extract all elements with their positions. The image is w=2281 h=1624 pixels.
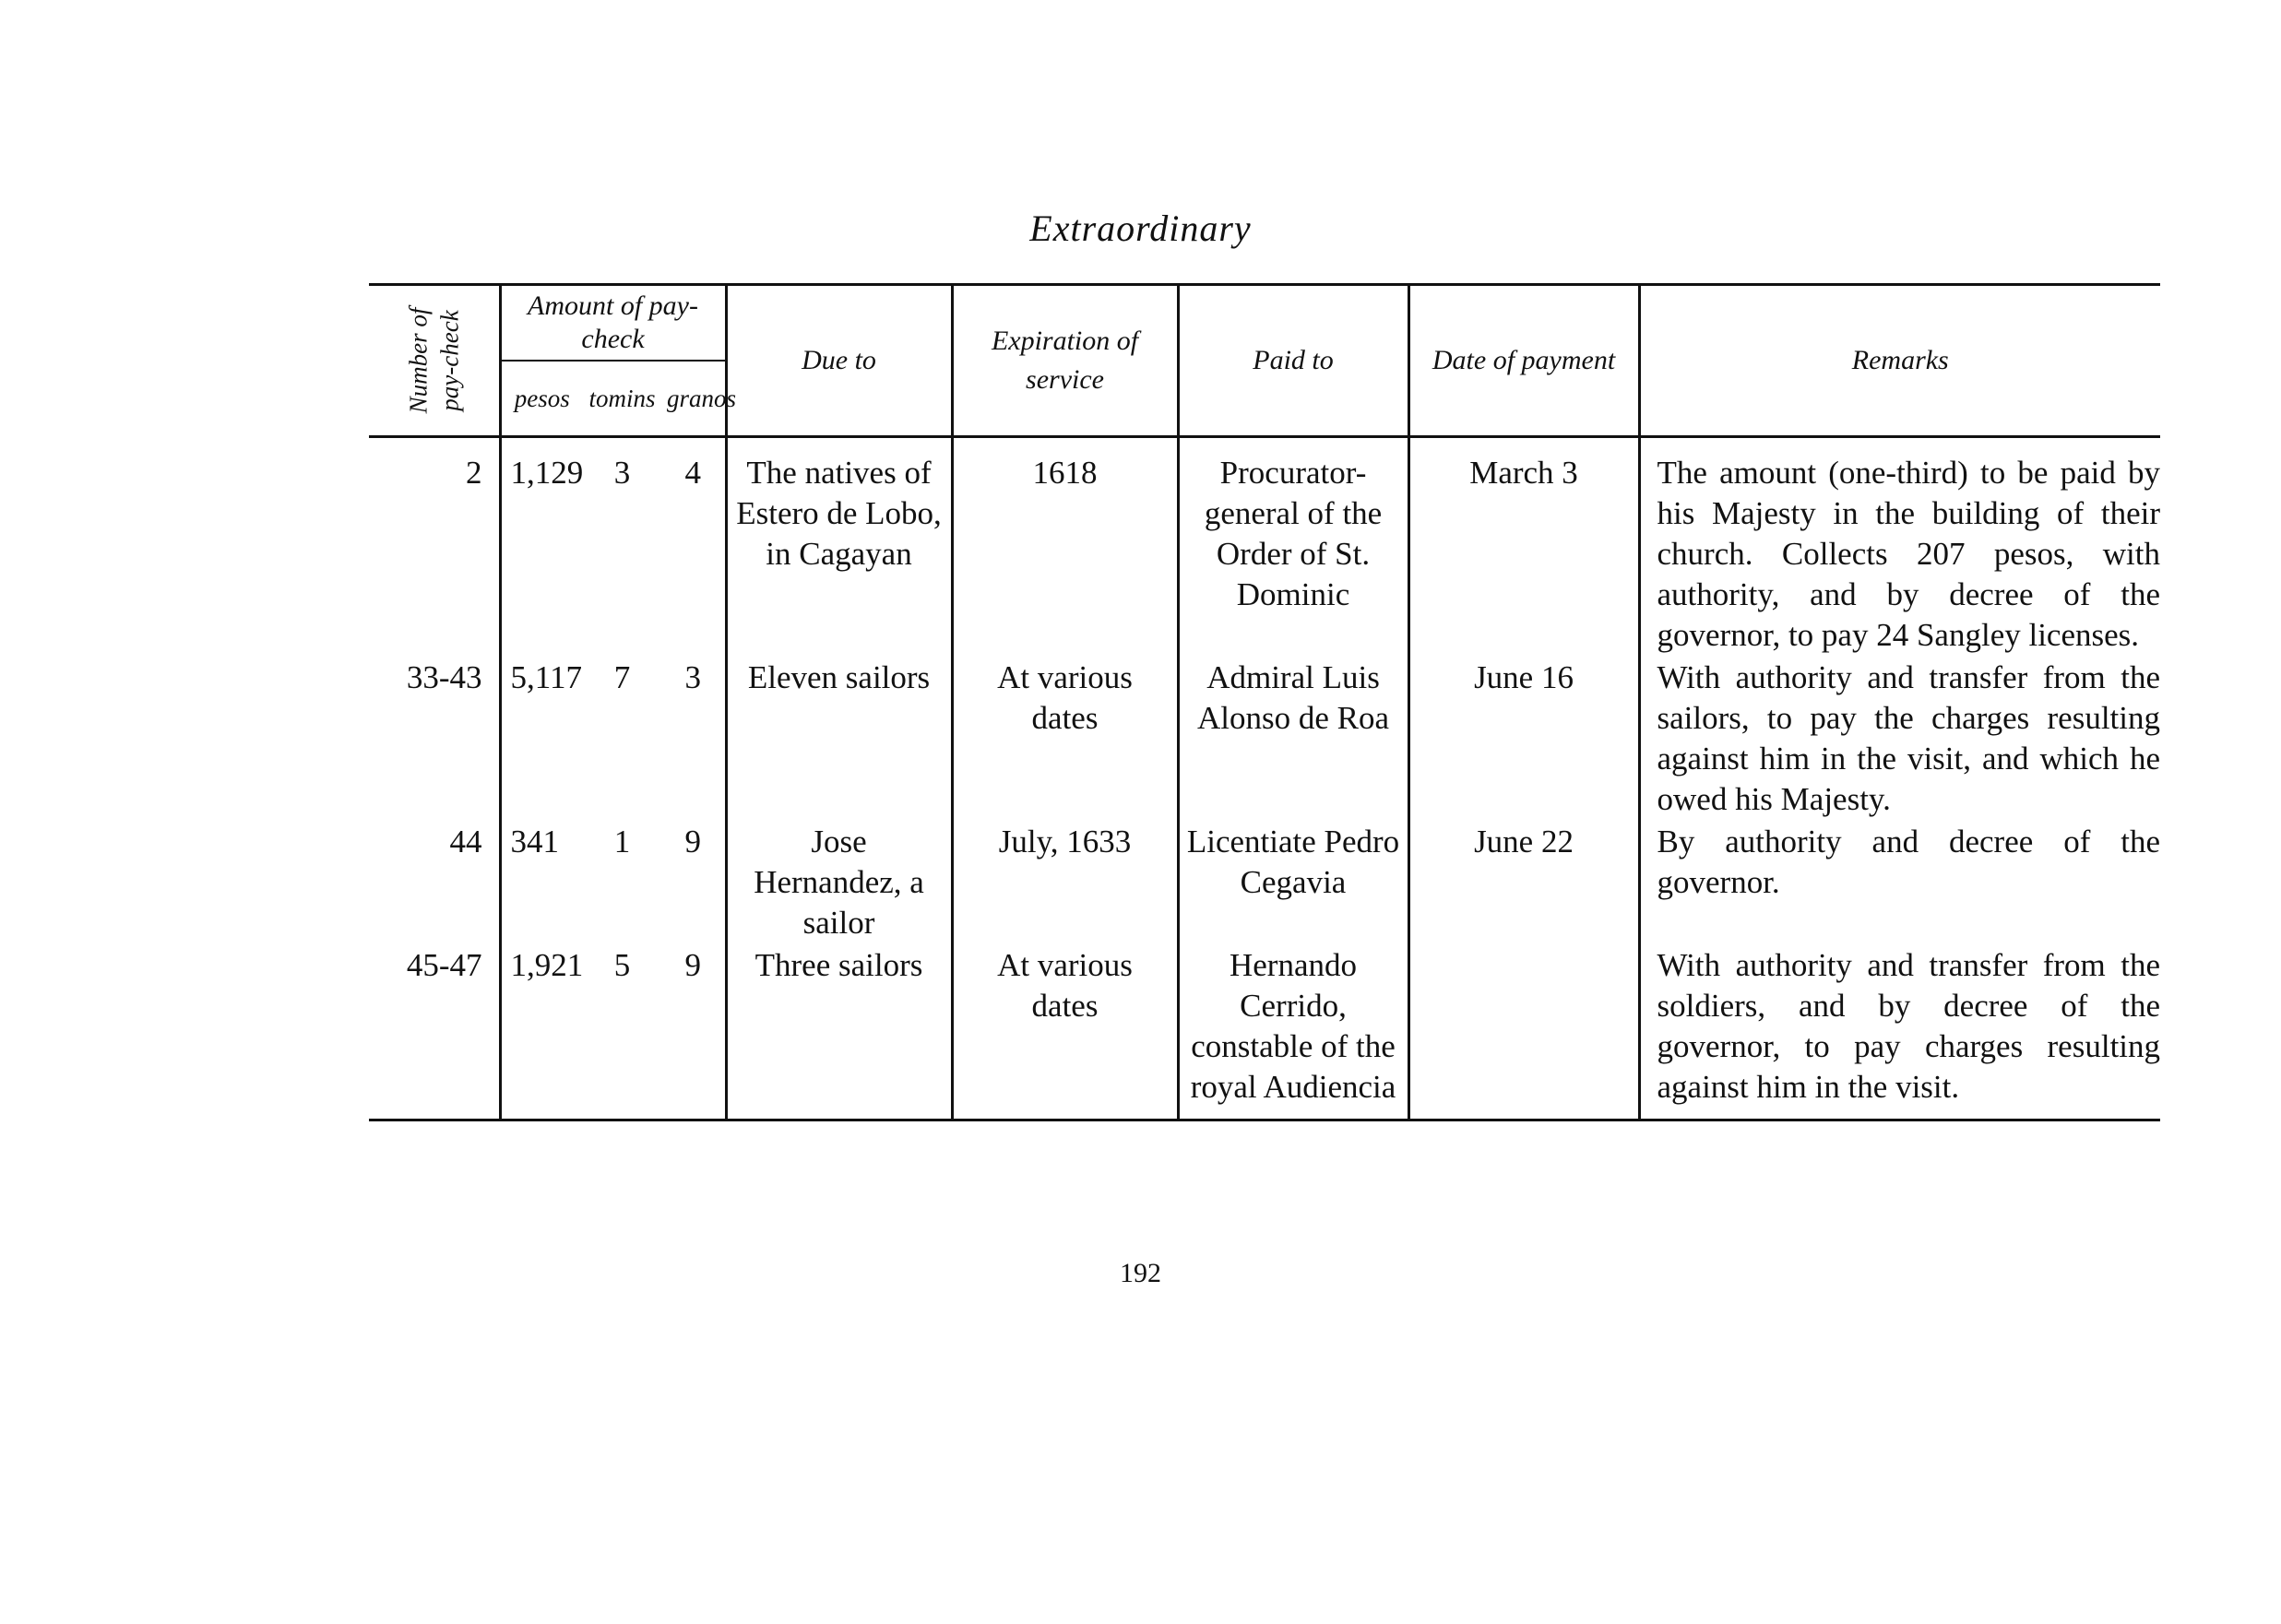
row-paid-to: Hernando Cerrido, constable of the royal Audiencia	[1178, 943, 1408, 1120]
row-date: June 16	[1408, 656, 1639, 820]
table-row	[369, 820, 2160, 943]
table-row	[369, 943, 2160, 1120]
header-granos: granos	[661, 361, 726, 437]
row-date: June 22	[1408, 820, 1639, 943]
header-amount: Amount of pay-check	[500, 285, 726, 362]
row-number: 44	[449, 824, 482, 859]
header-expiration-label: Expiration of service	[991, 326, 1139, 395]
header-paid-to: Paid to	[1178, 285, 1408, 437]
page-title: Extraordinary	[1029, 207, 1252, 249]
row-remarks: The amount (one-third) to be paid by his Majesty in the building of their church. Collects 207 pesos, with authority, and by decree of the governor, to pay 24 Sangley licenses.	[1639, 437, 2160, 657]
row-date	[1408, 943, 1639, 1120]
row-due-to: Eleven sailors	[726, 656, 952, 820]
row-expiration: At various dates	[952, 656, 1178, 820]
row-expiration: 1618	[952, 437, 1178, 657]
header-number	[369, 285, 500, 437]
row-expiration: July, 1633	[952, 820, 1178, 943]
row-remarks: By authority and decree of the governor.	[1639, 820, 2160, 943]
row-tomins: 1	[613, 824, 631, 859]
row-number: 45-47	[369, 943, 500, 1120]
header-number-label: Number of pay-check	[404, 307, 464, 414]
page-number: 192	[1120, 1258, 1161, 1288]
row-tomins: 5	[583, 943, 661, 1120]
row-date: March 3	[1408, 437, 1639, 657]
row-paid-to: Licentiate Pedro Cegavia	[1178, 820, 1408, 943]
row-number: 33-43	[406, 659, 482, 695]
row-tomins: 3	[613, 455, 631, 491]
row-paid-to: Procurator-general of the Order of St. Dominic	[1178, 437, 1408, 657]
row-granos: 9	[661, 943, 726, 1120]
row-granos: 4	[684, 455, 701, 491]
row-due-to: Jose Hernandez, a sailor	[726, 820, 952, 943]
paycheck-table	[369, 283, 2160, 1121]
row-tomins: 7	[613, 659, 631, 695]
row-remarks: With authority and transfer from the sailors, to pay the charges resulting against him in the visit, and which he owed his Majesty.	[1639, 656, 2160, 820]
row-pesos: 1,921	[500, 943, 583, 1120]
header-due-to: Due to	[726, 285, 952, 437]
row-pesos: 5,117	[500, 656, 583, 820]
table-row	[369, 437, 2160, 657]
row-remarks: With authority and transfer from the soldiers, and by decree of the governor, to pay charges resulting against him in the visit.	[1639, 943, 2160, 1120]
table-row	[369, 656, 2160, 820]
header-tomins: tomins	[583, 361, 661, 437]
row-due-to: The natives of Estero de Lobo, in Cagayan	[726, 437, 952, 657]
row-due-to: Three sailors	[726, 943, 952, 1120]
row-granos: 3	[684, 659, 701, 695]
row-pesos: 341	[500, 820, 583, 943]
row-granos: 9	[684, 824, 701, 859]
header-date: Date of payment	[1408, 285, 1639, 437]
header-pesos: pesos	[500, 361, 583, 437]
row-pesos: 1,129	[500, 437, 583, 657]
header-expiration	[952, 285, 1178, 437]
row-paid-to: Admiral Luis Alonso de Roa	[1178, 656, 1408, 820]
header-remarks: Remarks	[1639, 285, 2160, 437]
row-expiration: At various dates	[952, 943, 1178, 1120]
row-number: 2	[466, 455, 482, 491]
